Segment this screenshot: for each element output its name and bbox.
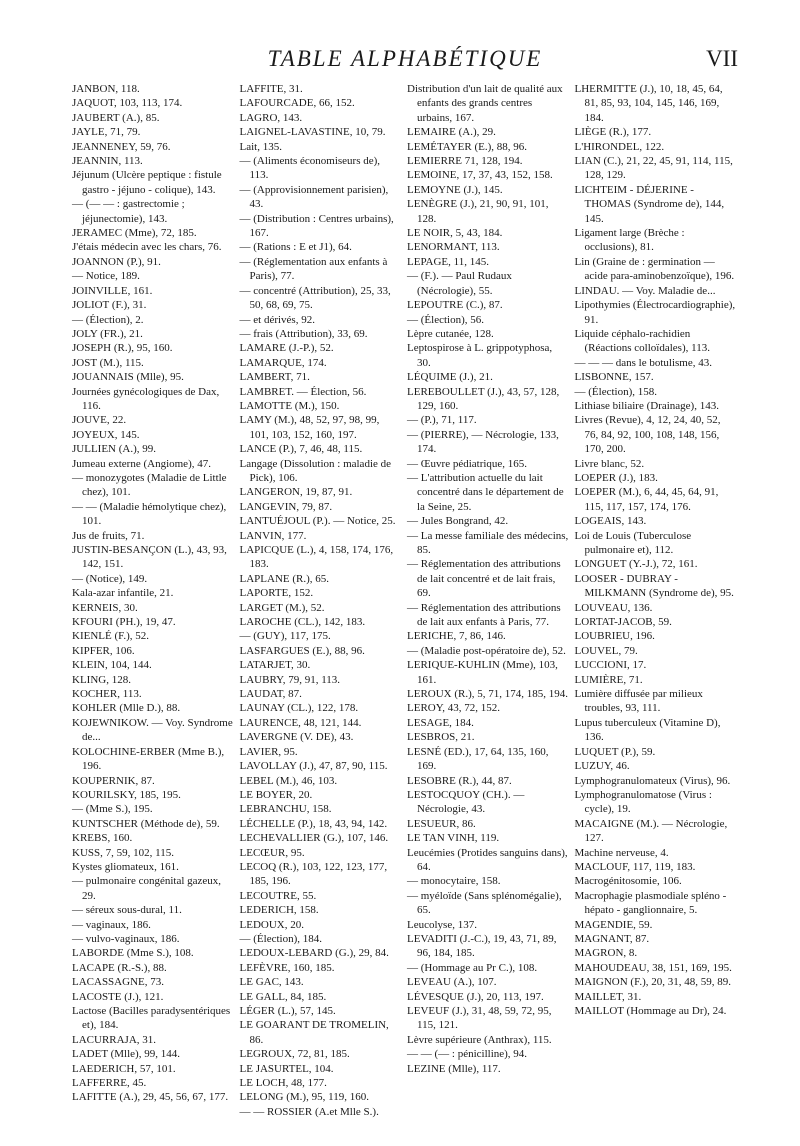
index-entry: KOJEWNIKOW. — Voy. Syndrome de...	[72, 716, 233, 744]
index-entry: — (Maladie post-opératoire de), 52.	[407, 644, 566, 657]
index-entry: Jus de fruits, 71.	[72, 529, 145, 542]
index-entry: — Réglementation des attributions de lait concentré et de lait frais, 69.	[407, 558, 561, 600]
index-entry: LANGEVIN, 79, 87.	[239, 500, 333, 513]
index-entry: — (P.), 71, 117.	[407, 414, 477, 427]
index-entry: LEMAIRE (A.), 29.	[407, 126, 496, 139]
index-entry: LEDERICH, 158.	[239, 904, 319, 917]
index-entry: LEFÈVRE, 160, 185.	[239, 961, 335, 974]
index-entry: — monozygotes (Maladie de Little chez), 101.	[72, 471, 227, 499]
index-entry: LENÈGRE (J.), 21, 90, 91, 101, 128.	[407, 198, 549, 225]
index-entry: LE JASURTEL, 104.	[239, 1062, 334, 1075]
index-entry: Macrophagie plasmodiale spléno - hépato - ganglionnaire, 5.	[574, 889, 727, 917]
index-entry: LOEPER (M.), 6, 44, 45, 64, 91, 115, 117, 157, 174, 176.	[574, 486, 719, 513]
index-entry: LAPORTE, 152.	[239, 587, 314, 600]
index-entry: — séreux sous-dural, 11.	[72, 904, 182, 917]
index-entry: LHERMITTE (J.), 10, 18, 45, 64, 81, 85, 93, 104, 145, 146, 169, 184.	[574, 83, 723, 124]
index-entry: — (Élection), 2.	[72, 313, 144, 326]
index-entry: LEMIERRE 71, 128, 194.	[407, 155, 523, 168]
index-entry: — (Distribution : Centres urbains), 167.	[239, 212, 394, 240]
index-entry: LECOQ (R.), 103, 122, 123, 177, 185, 196.	[239, 860, 388, 888]
index-entry: Lymphogranulomatose (Virus : cycle), 19.	[574, 788, 712, 816]
index-entry: LECŒUR, 95.	[239, 846, 305, 859]
index-entry: Lèvre supérieure (Anthrax), 115.	[407, 1033, 552, 1046]
index-entry: MAGENDIE, 59.	[574, 918, 653, 931]
index-entry: LAMOTTE (M.), 150.	[239, 399, 340, 412]
index-entry: KOLOCHINE-ERBER (Mme B.), 196.	[72, 745, 225, 773]
index-entry: KIPFER, 106.	[72, 644, 135, 657]
index-entry: — — (Maladie hémolytique chez), 101.	[72, 500, 227, 528]
index-entry: LANCE (P.), 7, 46, 48, 115.	[239, 443, 363, 456]
index-entry: Journées gynécologiques de Dax, 116.	[72, 385, 220, 412]
index-entry: JUSTIN-BESANÇON (L.), 43, 93, 142, 151.	[72, 544, 227, 571]
index-entry: LAFFERRE, 45.	[72, 1077, 147, 1090]
index-entry: LERICHE, 7, 86, 146.	[407, 630, 506, 643]
index-entry: LE NOIR, 5, 43, 184.	[407, 227, 503, 240]
index-entry: — (Hommage au Pr C.), 108.	[407, 961, 538, 974]
index-entry: LANGERON, 19, 87, 91.	[239, 486, 353, 499]
index-entry: MACAIGNE (M.). — Nécrologie, 127.	[574, 817, 728, 845]
index-entry: KUNTSCHER (Méthode de), 59.	[72, 817, 220, 830]
index-entry: LEPAGE, 11, 145.	[407, 255, 489, 268]
index-entry: KREBS, 160.	[72, 832, 133, 845]
index-entry: LEBRANCHU, 158.	[239, 803, 332, 816]
index-entry: LESAGE, 184.	[407, 716, 474, 729]
index-entry: LAFITTE (A.), 29, 45, 56, 67, 177.	[72, 1091, 229, 1104]
index-entry: LESNÉ (ED.), 17, 64, 135, 160, 169.	[407, 745, 549, 773]
index-entry: — — (— : pénicilline), 94.	[407, 1048, 528, 1061]
index-entry: LABORDE (Mme S.), 108.	[72, 947, 194, 960]
index-entry: LAPLANE (R.), 65.	[239, 572, 330, 585]
index-entry: MAGRON, 8.	[574, 947, 638, 960]
index-entry: — vulvo-vaginaux, 186.	[72, 932, 180, 945]
index-entry: — pulmonaire congénital gazeux, 29.	[72, 875, 222, 902]
index-entry: — vaginaux, 186.	[72, 918, 151, 931]
index-entry: MAHOUDEAU, 38, 151, 169, 195.	[574, 961, 732, 974]
index-entry: LESOBRE (R.), 44, 87.	[407, 774, 512, 787]
index-entry: JAUBERT (A.), 85.	[72, 111, 160, 124]
index-entry: MACLOUF, 117, 119, 183.	[574, 860, 696, 873]
index-entry: MAILLET, 31.	[574, 990, 642, 1003]
index-entry: Jéjunum (Ulcère peptique : fistule gastro - jéjuno - colique), 143.	[72, 169, 222, 196]
index-entry: LEGROUX, 72, 81, 185.	[239, 1048, 350, 1061]
index-entry: JEANNENEY, 59, 76.	[72, 140, 171, 153]
index-entry: LORTAT-JACOB, 59.	[574, 616, 672, 629]
index-entry: LERIQUE-KUHLIN (Mme), 103, 161.	[407, 659, 558, 686]
index-entry: LISBONNE, 157.	[574, 371, 654, 384]
index-entry: LAROCHE (CL.), 142, 183.	[239, 616, 366, 629]
index-entry: LUQUET (P.), 59.	[574, 745, 656, 758]
index-entry: LICHTEIM - DÉJERINE - THOMAS (Syndrome de), 144, 145.	[574, 183, 725, 225]
index-entry: LAURENCE, 48, 121, 144.	[239, 716, 362, 729]
index-entry: LECHEVALLIER (G.), 107, 146.	[239, 832, 389, 845]
page-number: VII	[706, 46, 738, 71]
page-title: TABLE ALPHABÉTIQUE	[267, 46, 543, 71]
index-entry: LAMARQUE, 174.	[239, 356, 327, 369]
index-entry: LE BOYER, 20.	[239, 788, 313, 801]
index-entry: LAUBRY, 79, 91, 113.	[239, 673, 341, 686]
index-entry: LEVADITI (J.-C.), 19, 43, 71, 89, 96, 184, 185.	[407, 932, 557, 960]
index-entry: LESTOCQUOY (CH.). — Nécrologie, 43.	[407, 788, 525, 816]
index-entry: JOINVILLE, 161.	[72, 284, 153, 297]
index-entry: Leptospirose à L. grippotyphosa, 30.	[407, 342, 553, 369]
index-entry: Macrogénitosomie, 106.	[574, 875, 682, 888]
index-entry: — Notice, 189.	[72, 270, 140, 283]
index-entry: LEPOUTRE (C.), 87.	[407, 299, 503, 312]
index-entry: MAGNANT, 87.	[574, 932, 650, 945]
index-entry: LASFARGUES (E.), 88, 96.	[239, 644, 365, 657]
index-entry: KOUPERNIK, 87.	[72, 774, 155, 787]
index-entry: LECOUTRE, 55.	[239, 889, 317, 902]
index-entry: LUMIÈRE, 71.	[574, 673, 643, 686]
index-entry: LACOSTE (J.), 121.	[72, 990, 164, 1003]
index-entry: LE TAN VINH, 119.	[407, 832, 500, 845]
index-entry: JOLY (FR.), 21.	[72, 327, 143, 340]
index-entry: LÉQUIME (J.), 21.	[407, 371, 493, 384]
index-entry: LAUDAT, 87.	[239, 688, 302, 701]
index-entry: KOURILSKY, 185, 195.	[72, 788, 181, 801]
index-entry: LESBROS, 21.	[407, 731, 475, 744]
index-entry: MAILLOT (Hommage au Dr), 24.	[574, 1005, 727, 1017]
index-entry: LÉVESQUE (J.), 20, 113, 197.	[407, 990, 544, 1003]
index-entry: LAPICQUE (L.), 4, 158, 174, 176, 183.	[239, 544, 394, 571]
index-entry: LAVIER, 95.	[239, 745, 298, 758]
index-entry: LARGET (M.), 52.	[239, 601, 325, 614]
index-entry: Machine nerveuse, 4.	[574, 846, 669, 859]
index-entry: Lait, 135.	[239, 140, 282, 153]
index-entry: LAFOURCADE, 66, 152.	[239, 97, 355, 110]
index-entry: MAIGNON (F.), 20, 31, 48, 59, 89.	[574, 976, 731, 989]
index-entry: LAMBRET. — Élection, 56.	[239, 385, 367, 398]
index-entry: Langage (Dissolution : maladie de Pick), 106.	[239, 457, 392, 484]
index-entry: — myéloïde (Sans splénomégalie), 65.	[407, 889, 562, 917]
index-entry: — (Notice), 149.	[72, 572, 148, 585]
index-entry: JERAMEC (Mme), 72, 185.	[72, 227, 197, 240]
index-entry: LAUNAY (CL.), 122, 178.	[239, 702, 359, 715]
index-entry: J'étais médecin avec les chars, 76.	[72, 241, 222, 254]
index-entry: JOYEUX, 145.	[72, 428, 140, 441]
index-column-2	[240, 82, 408, 1142]
index-entry: — (Aliments économiseurs de), 113.	[239, 155, 381, 182]
index-entry: — (— — : gastrectomie ; jéjunectomie), 143.	[72, 198, 185, 225]
index-entry: LEDOUX-LEBARD (G.), 29, 84.	[239, 947, 389, 960]
index-entry: LACAPE (R.-S.), 88.	[72, 961, 167, 974]
index-entry: Lupus tuberculeux (Vitamine D), 136.	[574, 716, 721, 744]
index-entry: LÉCHELLE (P.), 18, 43, 94, 142.	[239, 817, 388, 830]
index-entry: LE GALL, 84, 185.	[239, 990, 327, 1003]
index-entry: Lèpre cutanée, 128.	[407, 327, 494, 340]
index-entry: LEVEAU (A.), 107.	[407, 976, 497, 989]
index-entry: LAGRO, 143.	[239, 111, 303, 124]
index-entry: LADET (Mlle), 99, 144.	[72, 1048, 180, 1061]
index-entry: LIAN (C.), 21, 22, 45, 91, 114, 115, 128, 129.	[574, 155, 733, 182]
index-entry: — (Rations : E et J1), 64.	[239, 241, 352, 254]
index-entry: — (Élection), 158.	[574, 385, 657, 398]
index-entry: LANVIN, 177.	[239, 529, 307, 542]
index-entry: — (PIERRE), — Nécrologie, 133, 174.	[407, 428, 559, 456]
index-entry: — — — dans le botulisme, 43.	[574, 356, 712, 369]
index-entry: LAEDERICH, 57, 101.	[72, 1062, 176, 1075]
index-entry: LE GOARANT DE TROMELIN, 86.	[239, 1019, 389, 1046]
index-entry: LENORMANT, 113.	[407, 241, 500, 254]
index-entry: Loi de Louis (Tuberculose pulmonaire et), 112.	[574, 529, 692, 556]
index-entry: KLEIN, 104, 144.	[72, 659, 152, 672]
index-entry: Livres (Revue), 4, 12, 24, 40, 52, 76, 84, 92, 100, 108, 148, 156, 170, 200.	[574, 414, 721, 456]
index-entry: LAMARE (J.-P.), 52.	[239, 342, 334, 355]
index-entry: LAMBERT, 71.	[239, 371, 310, 384]
index-entry: LÉGER (L.), 57, 145.	[239, 1005, 336, 1017]
index-entry: — (F.). — Paul Rudaux (Nécrologie), 55.	[407, 270, 512, 297]
index-entry: — L'attribution actuelle du lait concentré dans le département de la Seine, 25.	[407, 471, 564, 513]
index-entry: — et dérivés, 92.	[239, 313, 315, 326]
index-entry: LINDAU. — Voy. Maladie de...	[574, 284, 716, 297]
index-entry: JULLIEN (A.), 99.	[72, 443, 157, 456]
index-entry: — La messe familiale des médecins, 85.	[407, 529, 569, 556]
index-entry: LE GAC, 143.	[239, 976, 304, 989]
index-entry: KOCHER, 113.	[72, 688, 142, 701]
index-entry: LIÈGE (R.), 177.	[574, 126, 652, 139]
index-entry: — Œuvre pédiatrique, 165.	[407, 457, 528, 470]
index-entry: Lymphogranulomateux (Virus), 96.	[574, 774, 731, 787]
index-entry: JAQUOT, 103, 113, 174.	[72, 97, 183, 110]
index-entry: LACASSAGNE, 73.	[72, 976, 164, 989]
index-entry: LOUVEL, 79.	[574, 644, 638, 657]
index-entry: JOANNON (P.), 91.	[72, 255, 161, 268]
index-entry: — (Élection), 184.	[239, 932, 322, 945]
index-entry: LUZUY, 46.	[574, 760, 630, 773]
index-columns	[72, 82, 742, 1142]
index-entry: — (Approvisionnement parisien), 43.	[239, 183, 389, 211]
index-entry: Lumière diffusée par milieux troubles, 93, 111.	[574, 688, 703, 715]
index-entry: KUSS, 7, 59, 102, 115.	[72, 846, 174, 859]
index-entry: — Jules Bongrand, 42.	[407, 515, 509, 528]
index-entry: Livre blanc, 52.	[574, 457, 645, 470]
index-entry: LEROY, 43, 72, 152.	[407, 702, 500, 715]
index-entry: Lactose (Bacilles paradysentériques et), 184.	[72, 1005, 231, 1032]
index-entry: LELONG (M.), 95, 119, 160.	[239, 1091, 369, 1104]
index-entry: — (GUY), 117, 175.	[239, 630, 331, 643]
index-entry: KOHLER (Mlle D.), 88.	[72, 702, 181, 715]
index-entry: — — ROSSIER (A.et Mlle S.).	[239, 1105, 379, 1118]
index-entry: JOUANNAIS (Mlle), 95.	[72, 371, 184, 384]
index-entry: LESUEUR, 86.	[407, 817, 476, 830]
index-column-1	[72, 82, 240, 1142]
index-entry: LANTUÉJOUL (P.). — Notice, 25.	[239, 515, 396, 528]
index-entry: Leucolyse, 137.	[407, 918, 477, 931]
index-entry: LEBEL (M.), 46, 103.	[239, 774, 338, 787]
index-entry: LOUBRIEU, 196.	[574, 630, 655, 643]
index-entry: LOEPER (J.), 183.	[574, 471, 658, 484]
index-entry: — (Mme S.), 195.	[72, 803, 153, 816]
index-entry: LUCCIONI, 17.	[574, 659, 647, 672]
index-entry: LOUVEAU, 136.	[574, 601, 653, 614]
index-entry: LAMY (M.), 48, 52, 97, 98, 99, 101, 103, 152, 160, 197.	[239, 414, 380, 441]
index-entry: LAVERGNE (V. DE), 43.	[239, 731, 354, 744]
index-entry: LONGUET (Y.-J.), 72, 161.	[574, 558, 698, 571]
index-entry: LAVOLLAY (J.), 47, 87, 90, 115.	[239, 760, 388, 773]
index-entry: LEREBOULLET (J.), 43, 57, 128, 129, 160.	[407, 385, 560, 412]
index-entry: Ligament large (Brèche : occlusions), 81.	[574, 227, 685, 254]
index-entry: Leucémies (Protides sanguins dans), 64.	[407, 846, 568, 873]
index-entry: Jumeau externe (Angiome), 47.	[72, 457, 211, 470]
index-entry: LATARJET, 30.	[239, 659, 311, 672]
index-entry: — (Élection), 56.	[407, 313, 484, 326]
index-entry: JANBON, 118.	[72, 83, 140, 95]
index-entry: LEMOYNE (J.), 145.	[407, 183, 503, 196]
index-entry: JOSEPH (R.), 95, 160.	[72, 342, 173, 355]
index-entry: LAFFITE, 31.	[239, 83, 303, 95]
index-entry: LEDOUX, 20.	[239, 918, 304, 931]
index-entry: Kystes gliomateux, 161.	[72, 860, 179, 873]
index-entry: JOUVE, 22.	[72, 414, 127, 427]
index-entry: — (Réglementation aux enfants à Paris), 77.	[239, 255, 388, 283]
index-entry: LOGEAIS, 143.	[574, 515, 647, 528]
index-entry: JOST (M.), 115.	[72, 356, 144, 369]
index-entry: Distribution d'un lait de qualité aux enfants des grands centres urbains, 167.	[407, 83, 563, 124]
index-entry: Liquide céphalo-rachidien (Réactions colloïdales), 113.	[574, 327, 710, 355]
index-entry: LEMÉTAYER (E.), 88, 96.	[407, 140, 528, 153]
index-entry: KLING, 128.	[72, 673, 131, 686]
index-entry: LEZINE (Mlle), 117.	[407, 1062, 501, 1075]
index-entry: JOLIOT (F.), 31.	[72, 299, 147, 312]
index-entry: KFOURI (PH.), 19, 47.	[72, 616, 176, 629]
index-entry: LE LOCH, 48, 177.	[239, 1077, 327, 1090]
index-entry: LAIGNEL-LAVASTINE, 10, 79.	[239, 126, 386, 139]
index-column-3	[407, 82, 575, 1142]
index-entry: Lipothymies (Électrocardiographie), 91.	[574, 299, 736, 326]
index-entry: — Réglementation des attributions de lait aux enfants à Paris, 77.	[407, 601, 561, 629]
index-entry: Lin (Graine de : germination — acide para-aminobenzoïque), 196.	[574, 255, 735, 283]
index-entry: LOOSER - DUBRAY - MILKMANN (Syndrome de), 95.	[574, 572, 734, 600]
index-entry: KIENLÉ (F.), 52.	[72, 630, 150, 643]
index-entry: Kala-azar infantile, 21.	[72, 587, 174, 600]
index-column-4	[575, 82, 743, 1142]
index-entry: — concentré (Attribution), 25, 33, 50, 68, 69, 75.	[239, 284, 391, 312]
index-entry: JEANNIN, 113.	[72, 155, 143, 168]
index-entry: JAYLE, 71, 79.	[72, 126, 141, 139]
index-entry: LACURRAJA, 31.	[72, 1033, 157, 1046]
index-entry: — frais (Attribution), 33, 69.	[239, 327, 368, 340]
index-entry: — monocytaire, 158.	[407, 875, 501, 888]
index-entry: Lithiase biliaire (Drainage), 143.	[574, 399, 719, 412]
index-entry: KERNEIS, 30.	[72, 601, 138, 614]
index-entry: LEMOINE, 17, 37, 43, 152, 158.	[407, 169, 553, 182]
index-entry: LEROUX (R.), 5, 71, 174, 185, 194.	[407, 688, 569, 701]
index-entry: LEVEUF (J.), 31, 48, 59, 72, 95, 115, 121.	[407, 1005, 552, 1032]
page-header	[70, 42, 740, 76]
index-entry: L'HIRONDEL, 122.	[574, 140, 665, 153]
